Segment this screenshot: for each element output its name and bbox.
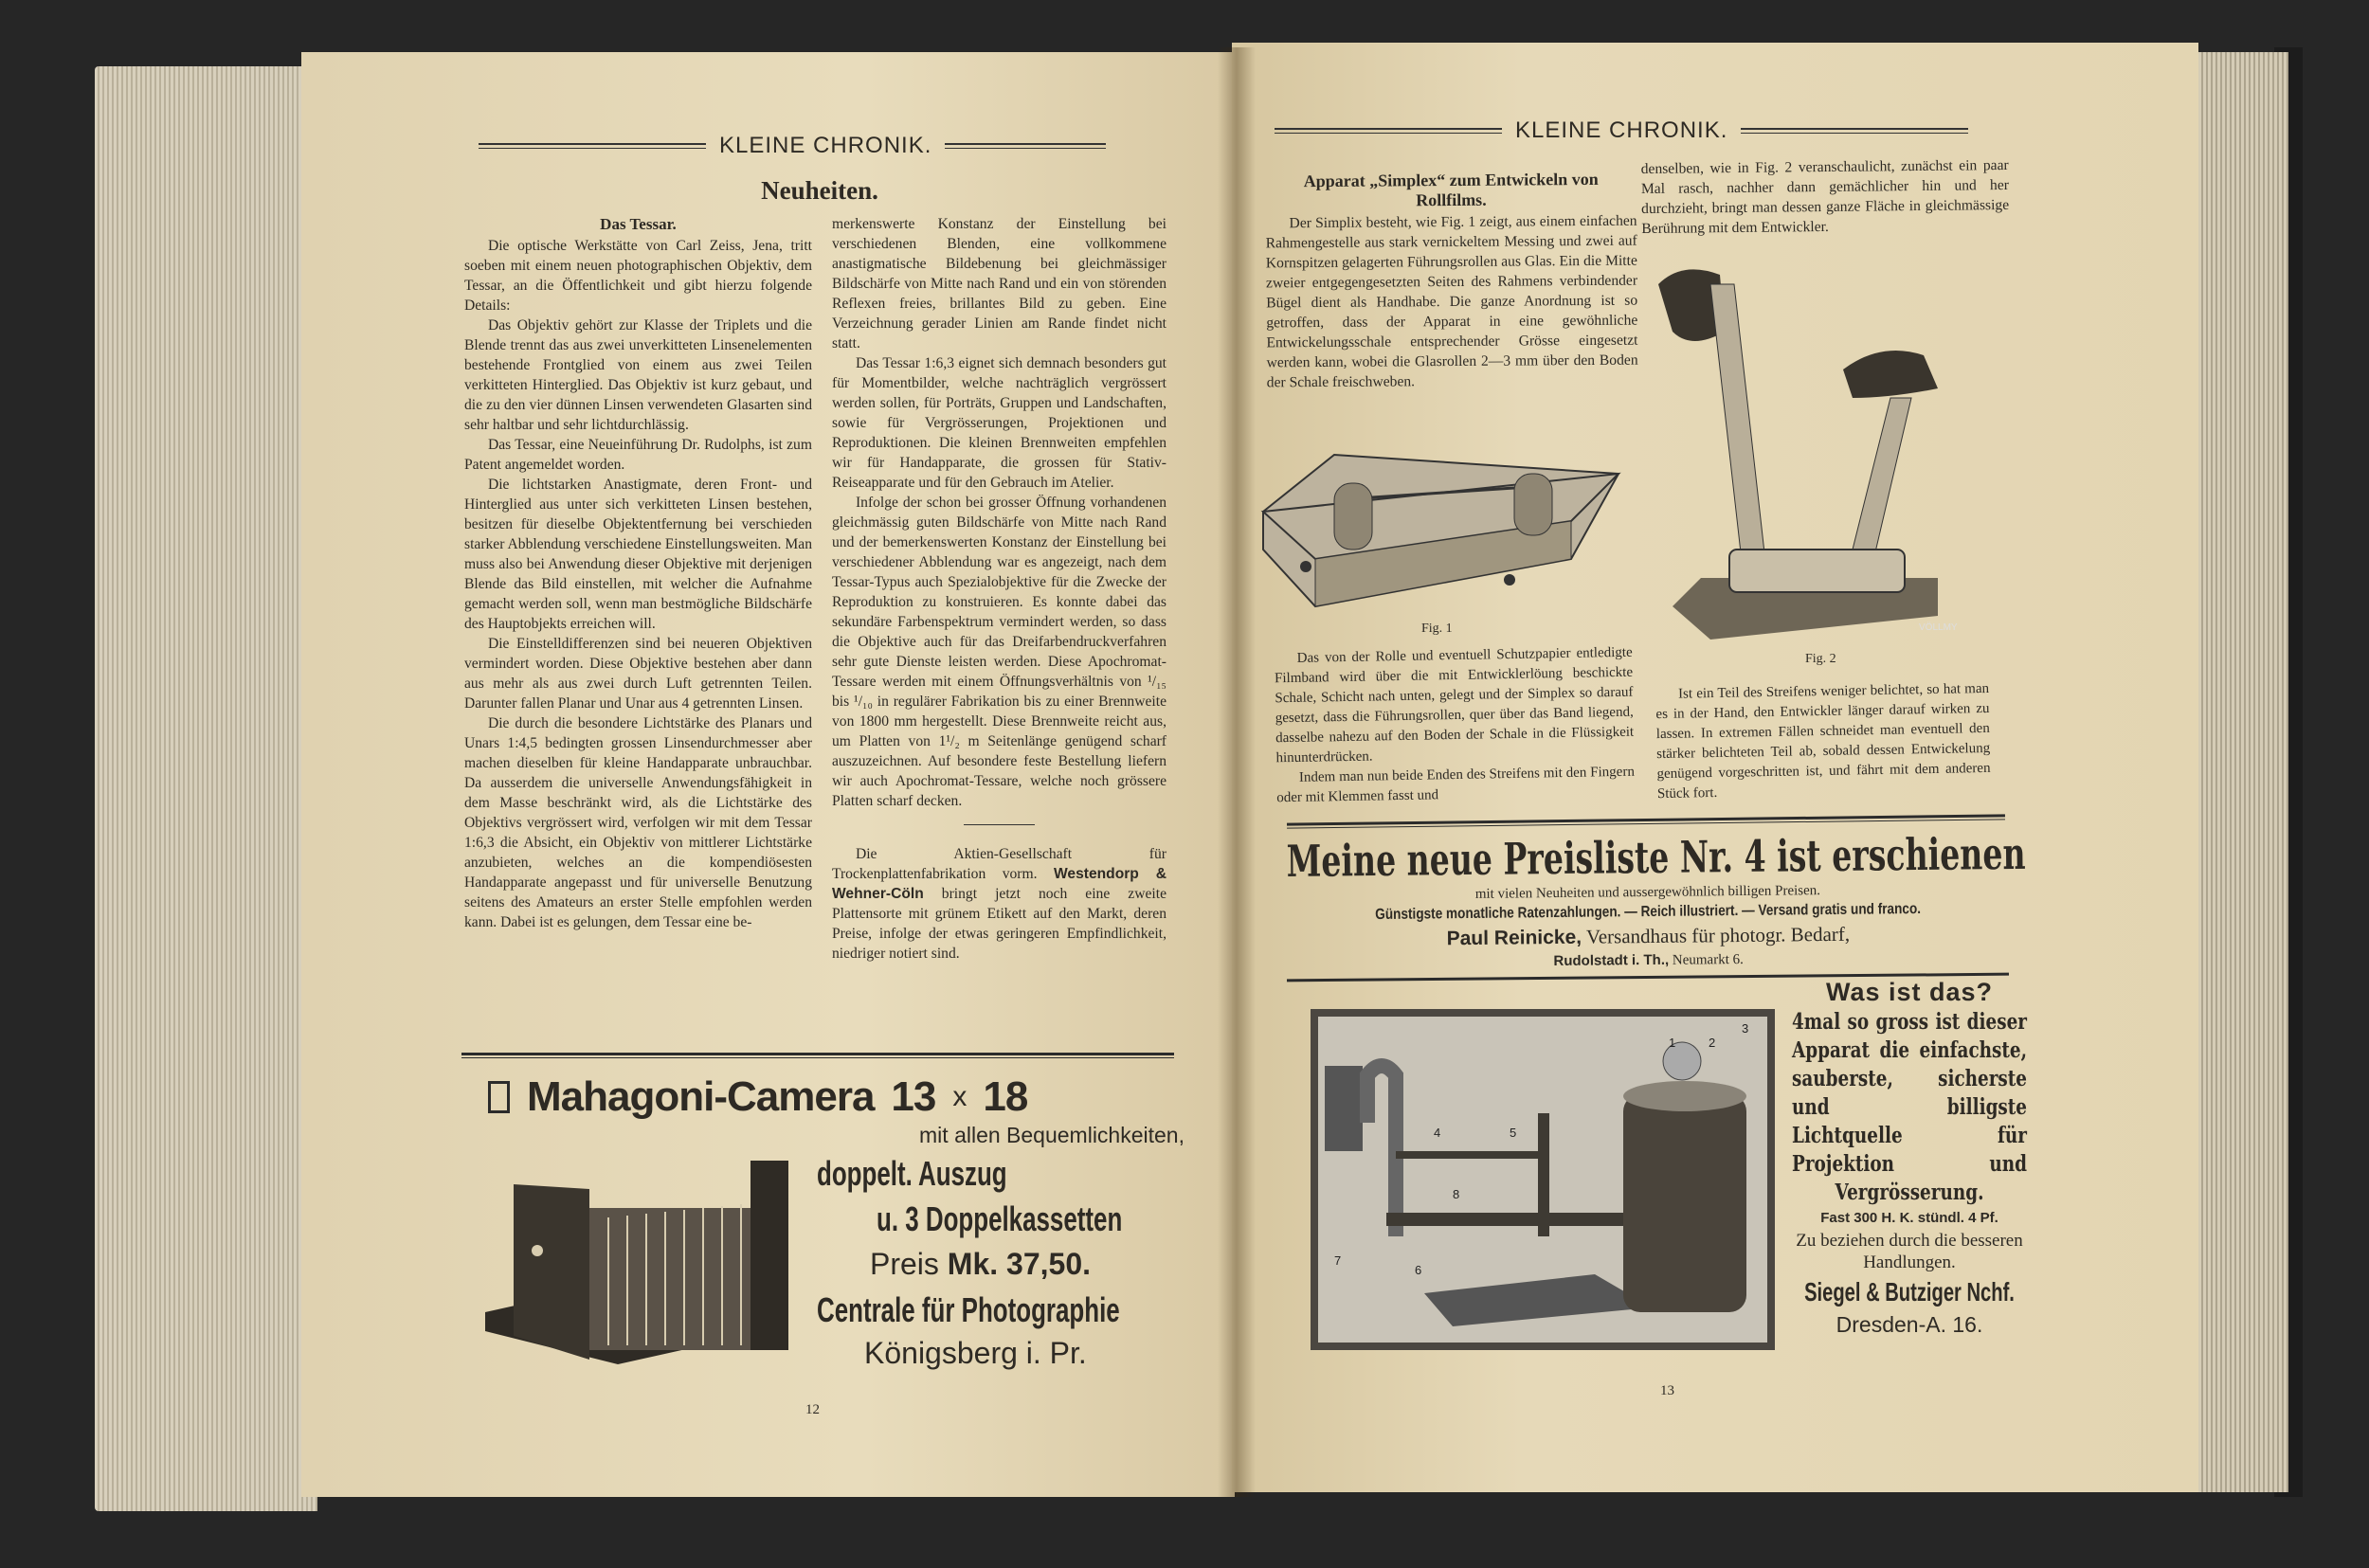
figure-label: 7 xyxy=(1334,1253,1342,1268)
notice-text: Die Aktien-Gesellschaft für Trockenplattenfabrikation vorm. xyxy=(832,846,1166,882)
paragraph: merkenswerte Konstanz der Einstellung bei verschiedenen Blenden, eine vollkommene anastigmatische Bildebenung bei gleichmässiger Bildschärfe von Mitte nach Rand und ein von störenden Reflexen freies, brillantes Bild zu geben. Eine Verzeichnung gerader Linien am Rande findet nicht statt. xyxy=(832,216,1166,351)
figure-label: 1 xyxy=(1669,1036,1676,1050)
paragraph: Das Tessar 1:6,3 eignet sich demnach besonders gut für Momentbilder, welche nachträglich vergrössert werden sollen, für Porträts, Gruppen und Landschaften, sowie für Vergrösserungen, Projektionen und Reproduktionen. Die kleinen Brennweiten empfehlen wir für Handapparate, die grossen für Stativ-Reiseapparate und für den Gebrauch im Atelier. xyxy=(832,355,1166,491)
paragraph: Das von der Rolle und eventuell Schutzpapier entledigte Filmband wird über die mit Entwicklerlöung beschickte Schale, Schicht nach unten, gelegt und der Simplex so darauf gesetzt, dass die Führungsrollen, quer über das Band liegend, dasselbe nahezu auf den Boden der Schale in die Flüssigkeit hinunterdrücken. xyxy=(1274,644,1635,766)
simplex-column-2-continued xyxy=(1655,679,1991,804)
simplex-column-1-continued xyxy=(1275,643,1636,809)
size-a: 13 xyxy=(891,1073,936,1120)
paragraph: Der Simplix besteht, wie Fig. 1 zeigt, aus einem einfachen Rahmengestelle aus stark vernickeltem Messing und zwei auf Kornspitzen gelagerten Führungsrollen aus Glas. Ein die Mitte zweier entgegengesetzten Seiten des Rahmens verbindender Bügel dient als Handhabe. Die ganze Anordnung ist so getroffen, dass der Apparat in eine gewöhnliche Entwickelungsschale entsprechender Grösse eingesetzt werden kann, wobei die Glasrollen 2—3 mm über den Boden der Schale freischweben. xyxy=(1265,212,1638,391)
notice-text: bringt jetzt noch eine zweite Plattensorte mit grünem Etikett auf den Markt, deren Preise, infolge der etwas geringeren Empfindlichkeit, niedriger notiert sind. xyxy=(832,886,1166,962)
lamp-apparatus-photo xyxy=(1311,1009,1775,1350)
header-rule xyxy=(1275,128,1502,134)
running-header-left xyxy=(479,133,1106,159)
header-text: KLEINE CHRONIK. xyxy=(719,133,932,158)
figure-label: 3 xyxy=(1742,1021,1749,1036)
running-header-right xyxy=(1275,117,1968,144)
camera-ad-line: u. 3 Doppelkassetten xyxy=(877,1199,1123,1238)
paragraph: Das Objektiv gehört zur Klasse der Triplets und die Blende trennt das aus zwei unverkitteten Linsenelementen bestehende Frontglied von einem aus zwei Teilen verkitteten Hinterglied. Das Objektiv ist kurz gebaut, und die zu den vier dünnen Linsen verwendeten Glasarten sind sehr haltbar und sehr lichtdurchlässig. xyxy=(464,317,812,433)
figure-label: 2 xyxy=(1709,1036,1716,1050)
pricelist-company-desc: Versandhaus für photogr. Bedarf, xyxy=(1585,922,1851,948)
header-rule xyxy=(945,143,1106,149)
fig1-caption: Fig. 1 xyxy=(1421,622,1453,636)
engraver-signature: VÖLLMY xyxy=(1919,622,1958,633)
paragraph: Die Einstelldifferenzen sind bei neueren Objektiven vermindert worden. Diese Objektive bestehen aber dann aus mehr als aus zwei durch Luft getrennten Teilen. Darunter fallen Planar und Unar aus 4 getrennten Linsen. xyxy=(464,636,812,712)
book-gutter xyxy=(1218,47,1256,1497)
lamp-ad xyxy=(1791,976,2028,1338)
pricelist-features: Günstigste monatliche Ratenzahlungen. — Reich illustriert. — Versand gratis und franco. xyxy=(1375,900,1922,924)
lamp-ad-city: Dresden-A. 16. xyxy=(1836,1312,1983,1337)
lamp-ad-body: 4mal so gross ist dieser Apparat die einfachste, sauberste, sicherste und billigste Lichtquelle für Projektion und Vergrösserung. xyxy=(1792,1009,2027,1205)
double-rule xyxy=(461,1053,1174,1058)
price-value: Mk. 37,50. xyxy=(947,1247,1091,1281)
camera-ad-city: Königsberg i. Pr. xyxy=(864,1336,1087,1370)
price-label: Preis xyxy=(870,1247,939,1281)
pricelist-ad xyxy=(1286,827,2026,975)
page-number: 13 xyxy=(1660,1383,1674,1398)
article-title: Das Tessar. xyxy=(600,215,677,233)
camera-ad-company: Centrale für Photographie xyxy=(817,1290,1120,1329)
article-title: Apparat „Simplex“ zum Entwickeln von Rollfilms. xyxy=(1303,169,1599,210)
book-page-edges-left xyxy=(95,66,317,1511)
figure-label: 4 xyxy=(1434,1126,1441,1140)
paragraph: Die durch die besondere Lichtstärke des Planars und Unars 1:4,5 bedingten grossen Linsendurchmesser aber machen dieselben für kleine Handapparate unbrauchbar. Da ausserdem die universelle Anwendungsfähigkeit in dem Masse beschränkt wird, als die Lichtstärke des Objektivs vergrössert wird, verfolgen wir mit dem Tessar 1:6,3 die Absicht, ein Objektiv von mittlerer Lichtstärke anzubieten, welches an die kompendiösesten Handapparate angepasst und für universelle Benutzung seitens des Amateurs an erster Stelle empfohlen werden kann. Dabei ist es gelungen, dem Tessar eine be- xyxy=(464,715,812,930)
camera-ad-line: doppelt. Auszug xyxy=(817,1154,1007,1193)
separator xyxy=(964,824,1035,825)
size-x: x xyxy=(952,1081,967,1112)
pricelist-company: Paul Reinicke, xyxy=(1446,926,1582,950)
header-text: KLEINE CHRONIK. xyxy=(1515,117,1728,143)
fig2-caption: Fig. 2 xyxy=(1805,652,1836,666)
camera-ad-price xyxy=(870,1247,1091,1282)
header-rule xyxy=(479,143,706,149)
paragraph: Infolge der schon bei grosser Öffnung vorhandenen gleichmässig guten Bildschärfe von Mitte nach Rand und der bemerkenswerten Konstanz der Einstellung bei verschiedener Abblendung war es angezeigt, nach dem Tessar-Typus auch Spezialobjektive für die Zwecke der Reproduktion zu konstruieren. Es konnte dabei das sekundäre Farbenspektrum vermindert werden, so dass die Objektive auch für das Dreifarbendruckverfahren sehr gute Dienste leisten werden. Diese Apochromat-Tessare werden mit einem Öffnungsverhältnis von ¹/₁₅ bis ¹/₁₀ in regulärer Fabrikation bis zu einer Brennweite von 1800 mm hergestellt. Diese Brennweite reicht aus, um Platten von 1¹/₂ m Seitenlänge genügend scharf auszuzeichnen. Auf besondere feste Bestellung liefern wir auch Apochromat-Tessare, welche noch grössere Platten scharf decken. xyxy=(832,495,1166,809)
notice-company: Westendorp & Wehner-Cöln xyxy=(832,866,1166,902)
lamp-ad-spec: Fast 300 H. K. stündl. 4 Pf. xyxy=(1820,1210,1998,1226)
section-title: Neuheiten. xyxy=(761,176,878,205)
camera-ad-line: mit allen Bequemlichkeiten, xyxy=(919,1123,1184,1147)
figure-label: 6 xyxy=(1415,1263,1422,1277)
camera-ad-name: Mahagoni-Camera xyxy=(527,1073,875,1120)
pricelist-city: Rudolstadt i. Th., xyxy=(1553,951,1670,970)
article-column-2 xyxy=(832,214,1166,964)
paragraph: Die optische Werkstätte von Carl Zeiss, Jena, tritt soeben mit einem neuen photographischen Objektiv, dem Tessar, an die Öffentlichkeit und gibt hierzu folgende Details: xyxy=(464,238,812,314)
lamp-ad-question: Was ist das? xyxy=(1825,978,1994,1006)
notice-paragraph xyxy=(832,844,1166,964)
figure-label: 8 xyxy=(1453,1187,1460,1201)
square-icon xyxy=(488,1081,510,1113)
article-column-1 xyxy=(464,214,812,932)
simplex-column-2 xyxy=(1641,155,2010,239)
paragraph: Das Tessar, eine Neueinführung Dr. Rudolphs, ist zum Patent angemeldet worden. xyxy=(464,437,812,473)
fig2-developing-illustration xyxy=(1654,265,1985,644)
paragraph: Ist ein Teil des Streifens weniger belichtet, so hat man es in der Hand, den Entwickler länger darauf wirken zu lassen. In extremen Fällen schneidet man eventuell den stärker belichteten Teil ab, sobald dessen Entwickelung genügend vorgeschritten ist, und fährt mit dem anderen Stück fort. xyxy=(1655,680,1991,802)
lamp-ad-company: Siegel & Butziger Nchf. xyxy=(1804,1277,2015,1307)
paragraph: Die lichtstarken Anastigmate, deren Front- und Hinterglied aus unter sich verkitteten Linsen bestehen, besitzen für dieselbe Objektentfernung bei verschieden starker Abblendung verschiedene Einstellungsweiten. Man muss also bei Anwendung dieser Objektive mit derjenigen Blende das Bild einstellen, mit welcher die Aufnahme gemacht werden soll, wenn man bestmögliche Bildschärfe des Hauptobjekts erreichen will. xyxy=(464,477,812,632)
camera-ad-title xyxy=(488,1073,1027,1121)
figure-label: 5 xyxy=(1510,1126,1517,1140)
size-b: 18 xyxy=(983,1073,1028,1120)
page-number: 12 xyxy=(805,1402,820,1417)
simplex-column-1 xyxy=(1265,170,1638,393)
pricelist-headline: Meine neue Preisliste Nr. 4 ist erschienen xyxy=(1286,827,2026,887)
camera-illustration xyxy=(466,1132,807,1364)
fig1-simplex-frame-illustration xyxy=(1258,445,1623,616)
pricelist-subline: mit vielen Neuheiten und aussergewöhnlich billigen Preisen. xyxy=(1474,883,1821,902)
lamp-ad-availability: Zu beziehen durch die besseren Handlungen. xyxy=(1796,1231,2023,1272)
paragraph: denselben, wie in Fig. 2 veranschaulicht, zunächst ein paar Mal rasch, nachher dann gemächlicher hin und her durchzieht, bringt man dessen ganze Fläche in gleichmässige Berührung mit dem Entwickler. xyxy=(1640,156,2010,238)
paragraph: Indem man nun beide Enden des Streifens mit den Fingern oder mit Klemmen fasst und xyxy=(1276,764,1636,806)
pricelist-street: Neumarkt 6. xyxy=(1672,951,1744,968)
header-rule xyxy=(1741,128,1968,134)
